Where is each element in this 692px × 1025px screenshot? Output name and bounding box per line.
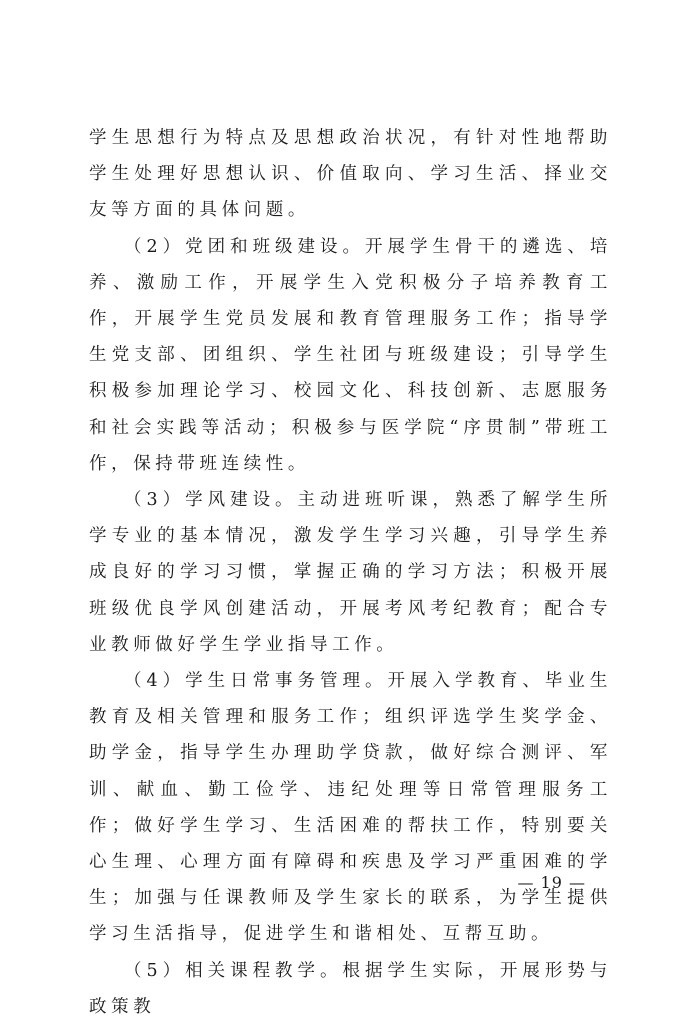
page-number: — 19 —	[517, 873, 586, 892]
paragraph: 学生思想行为特点及思想政治状况，有针对性地帮助学生处理好思想认识、价值取向、学习生活、择业交友等方面的具体问题。	[89, 128, 612, 221]
paragraph: （4）学生日常事务管理。开展入学教育、毕业生教育及相关管理和服务工作；组织评选学生奖学金、助学金，指导学生办理助学贷款，做好综合测评、军训、献血、勤工俭学、违纪处理等日常管理服务工作；做好学生学习、生活困难的帮扶工作，特别要关心生理、心理方面有障碍和疾患及学习严重困难的学生；加强与任课教师及学生家长的联系，为学生提供学习生活指导，促进学生和谐相处、互帮互助。	[89, 671, 612, 945]
paragraph: （2）党团和班级建设。开展学生骨干的遴选、培养、激励工作，开展学生入党积极分子培养教育工作，开展学生党员发展和教育管理服务工作；指导学生党支部、团组织、学生社团与班级建设；引导学生积极参加理论学习、校园文化、科技创新、志愿服务和社会实践等活动；积极参与医学院“序贯制”带班工作，保持带班连续性。	[89, 236, 612, 474]
paragraph: （3）学风建设。主动进班听课，熟悉了解学生所学专业的基本情况，激发学生学习兴趣，引导学生养成良好的学习习惯，掌握正确的学习方法；积极开展班级优良学风创建活动，开展考风考纪教育；配合专业教师做好学生学业指导工作。	[89, 490, 612, 655]
paragraph: （5）相关课程教学。根据学生实际，开展形势与政策教	[89, 960, 612, 1017]
